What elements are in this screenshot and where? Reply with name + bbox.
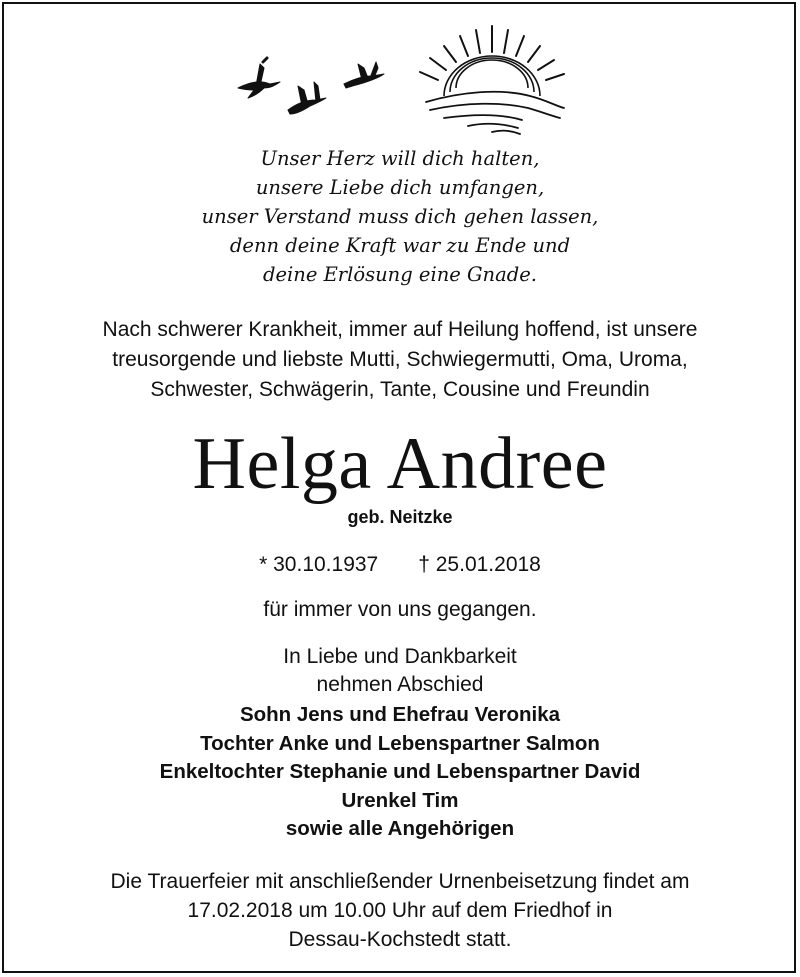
funeral-line: 17.02.2018 um 10.00 Uhr auf dem Friedhof in (187, 899, 613, 922)
poem-line: Unser Herz will dich halten, (260, 147, 540, 170)
funeral-info (0, 867, 800, 954)
poem-line: denn deine Kraft war zu Ende und (229, 234, 571, 257)
intro-line: Schwester, Schwägerin, Tante, Cousine und Freundin (150, 378, 650, 401)
life-dates (0, 551, 800, 579)
mourner-entry: Urenkel Tim (341, 788, 459, 812)
farewell-line: In Liebe und Dankbarkeit (283, 645, 517, 668)
poem-line: unsere Liebe dich umfangen, (255, 176, 545, 199)
funeral-line: Dessau-Kochstedt statt. (288, 928, 512, 951)
birth-date: * 30.10.1937 (259, 553, 379, 576)
mourner-entry: sowie alle Angehörigen (285, 817, 515, 841)
intro-line: treusorgende und liebste Mutti, Schwiegermutti, Oma, Uroma, (112, 348, 688, 371)
sun-rays-icon (420, 26, 564, 80)
passing-text: für immer von uns gegangen. (263, 598, 537, 621)
mourners-list (0, 701, 800, 844)
poem (0, 144, 800, 289)
maiden-name: geb. Neitzke (347, 507, 453, 527)
deceased-name: Helga Andree (192, 423, 608, 505)
flying-bird-icon (238, 58, 280, 98)
intro-line: Nach schwerer Krankheit, immer auf Heilung hoffend, ist unsere (102, 318, 698, 341)
flying-bird-icon (344, 62, 384, 88)
poem-line: deine Erlösung eine Gnade. (263, 263, 537, 286)
farewell-text (0, 643, 800, 699)
funeral-line: Die Trauerfeier mit anschließender Urnenbeisetzung findet am (110, 870, 690, 893)
poem-line: unser Verstand muss dich gehen lassen, (201, 205, 599, 228)
mourner-entry: Enkeltochter Stephanie und Lebenspartner David (159, 760, 641, 784)
sun-disc-icon (444, 56, 540, 96)
mourner-entry: Sohn Jens und Ehefrau Veronika (239, 703, 561, 726)
birds-and-rising-sun-icon (230, 22, 570, 140)
mourner-entry: Tochter Anke und Lebenspartner Salmon (200, 731, 600, 755)
intro-text (0, 315, 800, 405)
death-date: † 25.01.2018 (418, 553, 541, 576)
flying-bird-icon (288, 82, 326, 114)
hills-icon (426, 92, 564, 134)
farewell-line: nehmen Abschied (316, 673, 484, 696)
